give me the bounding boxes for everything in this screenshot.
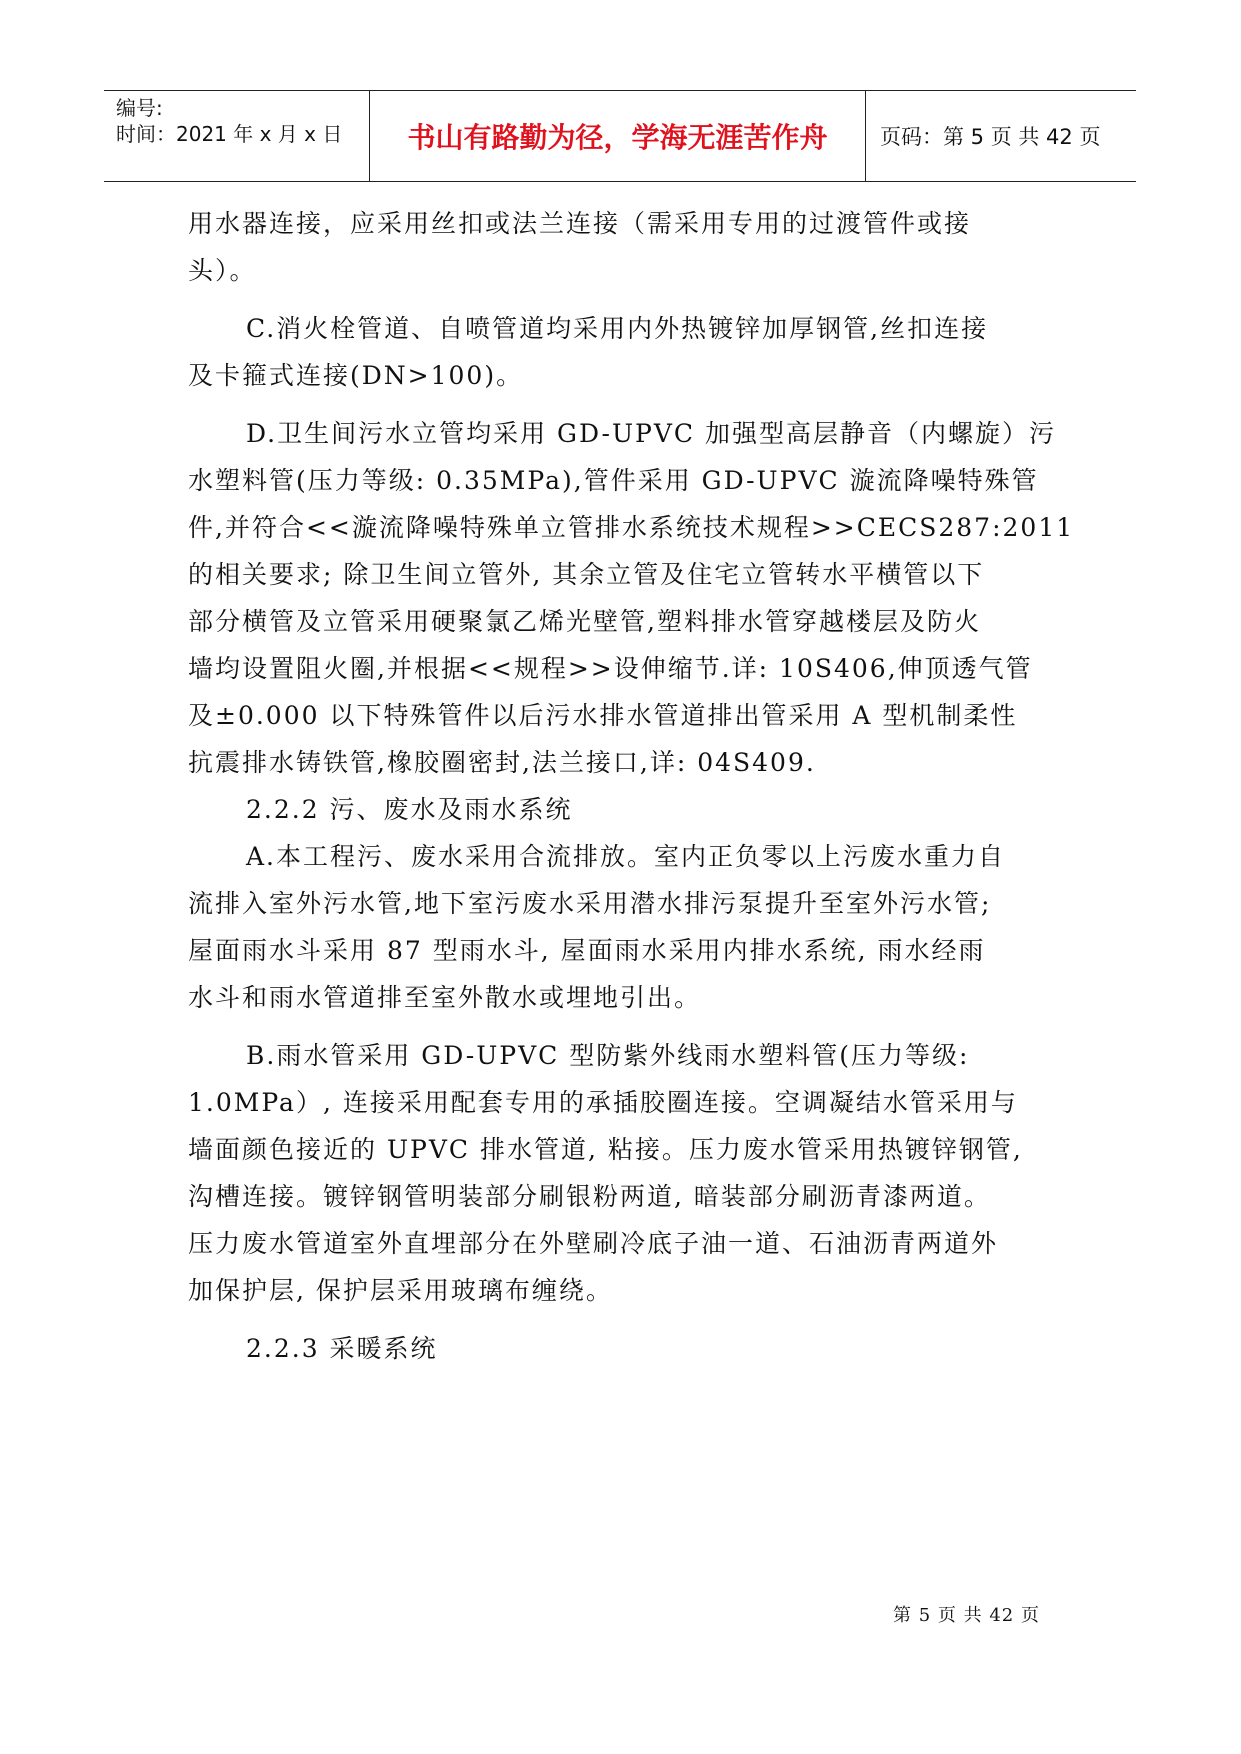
text-line: 屋面雨水斗采用 87 型雨水斗, 屋面雨水采用内排水系统, 雨水经雨 (188, 936, 986, 965)
text-line: 的相关要求; 除卫生间立管外, 其余立管及住宅立管转水平横管以下 (188, 560, 985, 589)
paragraph (188, 833, 1058, 1021)
header-page-number: 页码：第 5 页 共 42 页 (880, 125, 1101, 149)
text-line: 压力废水管道室外直埋部分在外壁刷冷底子油一道、石油沥青两道外 (188, 1229, 999, 1258)
header-meta-cell (104, 91, 370, 181)
text-line: 流排入室外污水管,地下室污废水采用潜水排污泵提升至室外污水管; (188, 889, 992, 918)
text-line: 加保护层, 保护层采用玻璃布缠绕。 (188, 1276, 613, 1305)
text-line: 部分横管及立管采用硬聚氯乙烯光壁管,塑料排水管穿越楼层及防火 (188, 607, 981, 636)
text-line: 抗震排水铸铁管,橡胶圈密封,法兰接口,详: 04S409. (188, 748, 816, 777)
text-line: B.雨水管采用 GD-UPVC 型防紫外线雨水塑料管(压力等级: (246, 1041, 970, 1070)
header-motto-cell (370, 91, 866, 181)
paragraph (188, 410, 1075, 786)
text-line: 水斗和雨水管道排至室外散水或埋地引出。 (188, 983, 702, 1012)
section-heading (188, 786, 1058, 833)
paragraph (188, 200, 1058, 294)
text-line: 头）。 (188, 256, 257, 285)
header-motto: 书山有路勤为径，学海无涯苦作舟 (407, 121, 828, 154)
paragraph (188, 305, 1058, 399)
text-line: D.卫生间污水立管均采用 GD-UPVC 加强型高层静音（内螺旋）污 (246, 419, 1056, 448)
text-line: 及卡箍式连接(DN>100)。 (188, 361, 524, 390)
document-body (188, 200, 1075, 1372)
header-page-cell (866, 91, 1136, 181)
text-line: 沟槽连接。镀锌钢管明装部分刷银粉两道, 暗装部分刷沥青漆两道。 (188, 1182, 991, 1211)
text-line: 用水器连接，应采用丝扣或法兰连接（需采用专用的过渡管件或接 (188, 209, 972, 238)
text-line: 1.0MPa）, 连接采用配套专用的承插胶圈连接。空调凝结水管采用与 (188, 1088, 1018, 1117)
text-line: 墙面颜色接近的 UPVC 排水管道, 粘接。压力废水管采用热镀锌钢管, (188, 1135, 1023, 1164)
text-line: C.消火栓管道、自喷管道均采用内外热镀锌加厚钢管,丝扣连接 (246, 314, 989, 343)
text-line: 水塑料管(压力等级: 0.35MPa),管件采用 GD-UPVC 漩流降噪特殊管 (188, 466, 1039, 495)
page-footer (893, 1601, 1040, 1627)
text-line: 2.2.3 采暖系统 (246, 1334, 438, 1363)
page-header (104, 90, 1136, 182)
text-line: 墙均设置阻火圈,并根据<<规程>>设伸缩节.详: 10S406,伸顶透气管 (188, 654, 1033, 683)
text-line: 件,并符合<<漩流降噪特殊单立管排水系统技术规程>>CECS287:2011 (188, 513, 1075, 542)
text-line: 2.2.2 污、废水及雨水系统 (246, 795, 573, 824)
section-heading (188, 1325, 1058, 1372)
document-number-label: 编号: (116, 96, 163, 120)
text-line: 及±0.000 以下特殊管件以后污水排水管道排出管采用 A 型机制柔性 (188, 701, 1018, 730)
document-date-label: 时间：2021 年 x 月 x 日 (116, 122, 343, 146)
paragraph (188, 1032, 1058, 1314)
text-line: A.本工程污、废水采用合流排放。室内正负零以上污废水重力自 (246, 842, 1006, 871)
footer-page-number: 第 5 页 共 42 页 (893, 1605, 1040, 1626)
